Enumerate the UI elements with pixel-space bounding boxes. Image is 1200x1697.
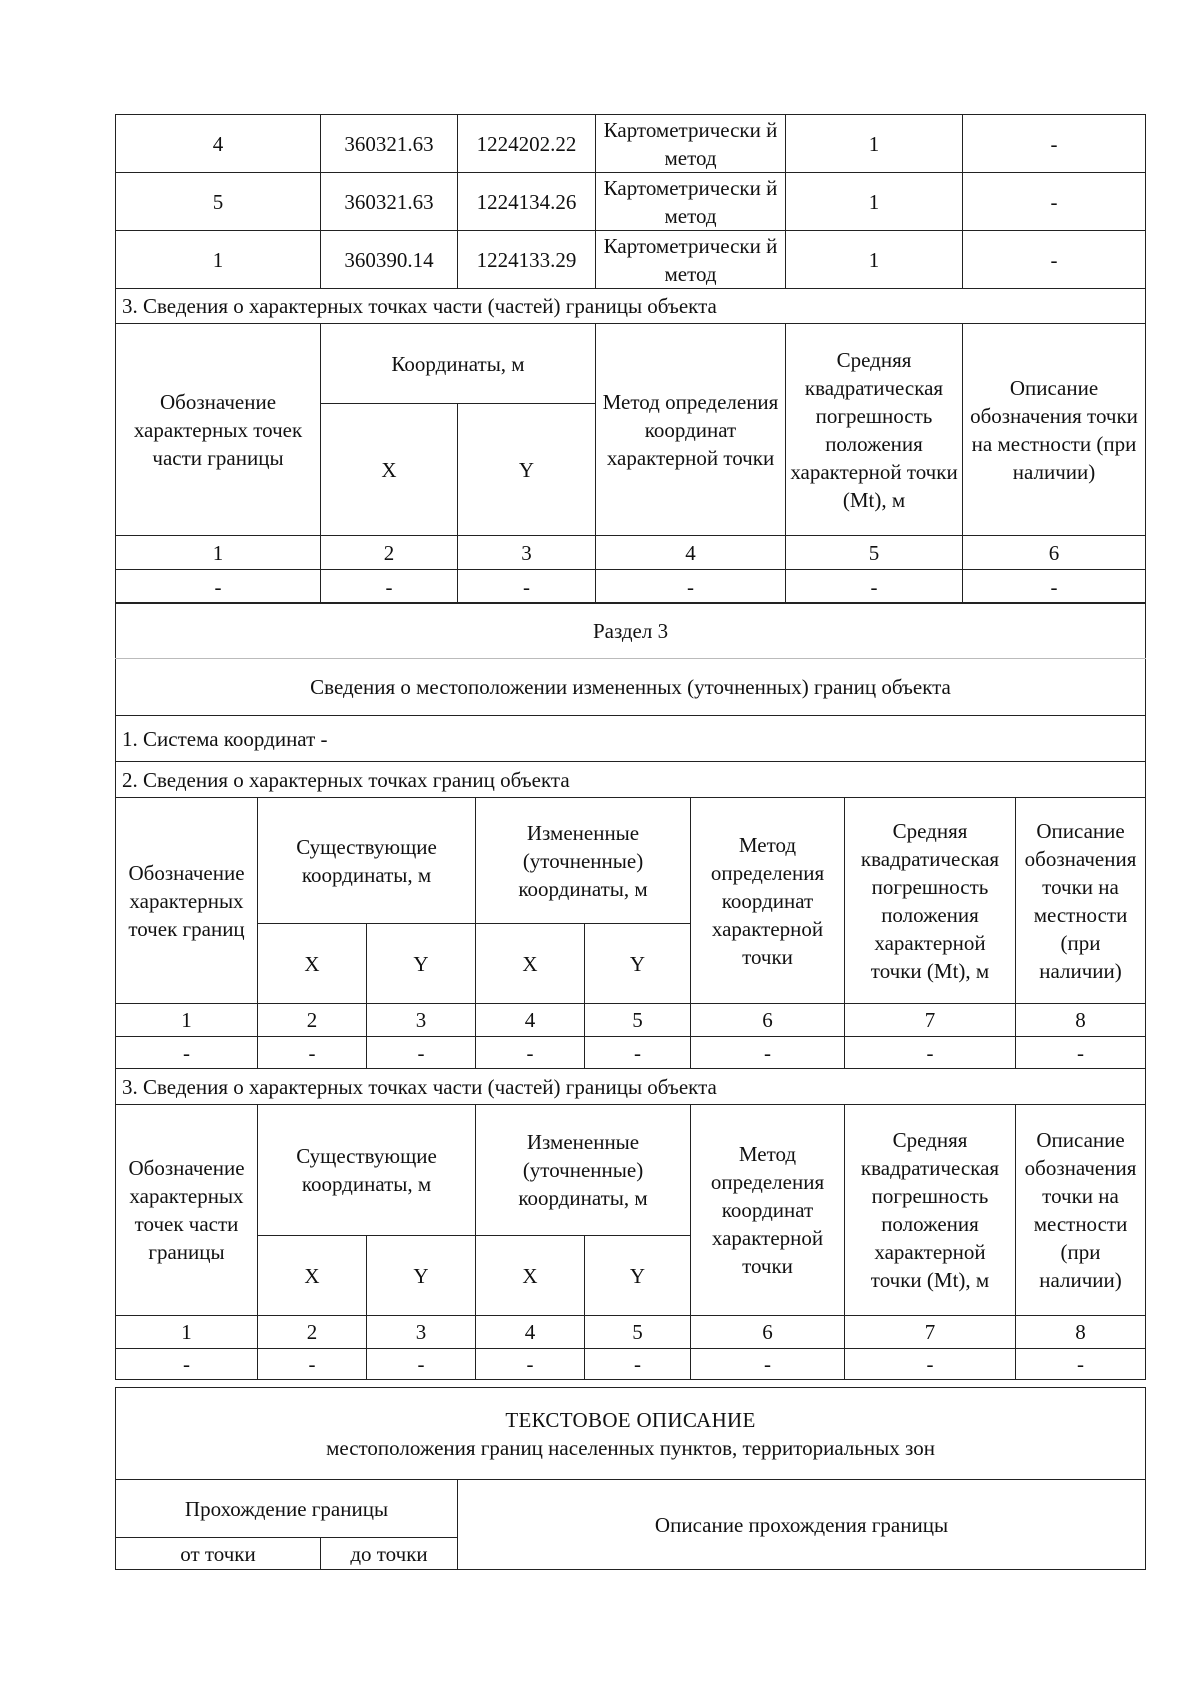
header-row — [116, 1105, 1146, 1236]
block-coordinates — [115, 114, 1145, 604]
column-number: 5 — [585, 1004, 691, 1037]
column-number: 8 — [1016, 1316, 1146, 1349]
table-row — [116, 570, 1146, 604]
header-method: Метод определения координат характерной точки — [691, 1105, 845, 1316]
column-numbers-row — [116, 1316, 1146, 1349]
section-heading-row — [116, 603, 1146, 659]
column-number: 5 — [585, 1316, 691, 1349]
header-coords: Координаты, м — [321, 324, 596, 404]
header-from-point: от точки — [116, 1538, 321, 1570]
column-number: 7 — [845, 1004, 1016, 1037]
empty-cell: - — [476, 1037, 585, 1069]
section-title-row — [116, 1069, 1146, 1105]
mt-value: 1 — [786, 231, 963, 289]
empty-cell: - — [845, 1349, 1016, 1380]
column-number: 3 — [367, 1004, 476, 1037]
header-existing: Существующие координаты, м — [258, 1105, 476, 1236]
header-to-point: до точки — [321, 1538, 458, 1570]
empty-cell: - — [1016, 1349, 1146, 1380]
text-description-title: ТЕКСТОВОЕ ОПИСАНИЕ — [505, 1407, 756, 1432]
header-mt: Средняя квадратическая погрешность положения характерной точки (Mt), м — [786, 324, 963, 536]
empty-cell: - — [1016, 1037, 1146, 1069]
header-passage: Прохождение границы — [116, 1480, 458, 1538]
empty-cell: - — [367, 1037, 476, 1069]
method: Картометрически й метод — [596, 173, 786, 231]
header-y: Y — [367, 1236, 476, 1316]
header-changed: Измененные (уточненные) координаты, м — [476, 798, 691, 924]
empty-cell: - — [321, 570, 458, 604]
column-number: 8 — [1016, 1004, 1146, 1037]
header-y: Y — [458, 404, 596, 536]
method: Картометрически й метод — [596, 115, 786, 173]
empty-cell: - — [786, 570, 963, 604]
header-method: Метод определения координат характерной точки — [596, 324, 786, 536]
table-row — [116, 231, 1146, 289]
column-number: 3 — [367, 1316, 476, 1349]
empty-cell: - — [458, 570, 596, 604]
column-number: 1 — [116, 1004, 258, 1037]
header-row — [116, 324, 1146, 404]
section-3-title: Раздел 3 — [116, 603, 1146, 659]
empty-cell: - — [258, 1037, 367, 1069]
header-mt: Средняя квадратическая погрешность положения характерной точки (Mt), м — [845, 1105, 1016, 1316]
header-designation-part: Обозначение характерных точек части границы — [116, 1105, 258, 1316]
section-title-row — [116, 716, 1146, 762]
column-number: 6 — [691, 1004, 845, 1037]
mt-value: 1 — [786, 115, 963, 173]
method: Картометрически й метод — [596, 231, 786, 289]
header-row — [116, 1480, 1146, 1538]
coord-x: 360390.14 — [321, 231, 458, 289]
table-row — [116, 1037, 1146, 1069]
empty-cell: - — [367, 1349, 476, 1380]
empty-cell: - — [116, 1349, 258, 1380]
section-title-row — [116, 762, 1146, 798]
empty-cell: - — [116, 570, 321, 604]
table-row — [116, 115, 1146, 173]
column-number: 4 — [476, 1004, 585, 1037]
header-changed: Измененные (уточненные) координаты, м — [476, 1105, 691, 1236]
section-title-row — [116, 289, 1146, 324]
header-row — [116, 798, 1146, 924]
header-desc: Описание обозначения точки на местности (при наличии) — [1016, 798, 1146, 1004]
header-designation: Обозначение характерных точек границ — [116, 798, 258, 1004]
empty-cell: - — [691, 1349, 845, 1380]
header-x: X — [258, 924, 367, 1004]
section-3-subtitle: Сведения о местоположении измененных (уточненных) границ объекта — [116, 659, 1146, 716]
column-numbers-row — [116, 536, 1146, 570]
empty-cell: - — [258, 1349, 367, 1380]
header-desc: Описание обозначения точки на местности (при наличии) — [1016, 1105, 1146, 1316]
header-x: X — [476, 924, 585, 1004]
header-x: X — [321, 404, 458, 536]
point-number: 5 — [116, 173, 321, 231]
header-designation: Обозначение характерных точек части границы — [116, 324, 321, 536]
coordinates-table — [115, 114, 1146, 604]
header-y: Y — [585, 1236, 691, 1316]
column-number: 2 — [258, 1316, 367, 1349]
header-y: Y — [585, 924, 691, 1004]
table-row — [116, 173, 1146, 231]
empty-cell: - — [845, 1037, 1016, 1069]
header-desc: Описание обозначения точки на местности (при наличии) — [963, 324, 1146, 536]
header-y: Y — [367, 924, 476, 1004]
point-number: 1 — [116, 231, 321, 289]
coord-y: 1224202.22 — [458, 115, 596, 173]
part-points-title: 3. Сведения о характерных точках части (частей) границы объекта — [116, 1069, 1146, 1105]
column-number: 3 — [458, 536, 596, 570]
section-heading-row — [116, 1388, 1146, 1480]
point-desc: - — [963, 173, 1146, 231]
empty-cell: - — [596, 570, 786, 604]
point-number: 4 — [116, 115, 321, 173]
column-number: 6 — [963, 536, 1146, 570]
column-number: 5 — [786, 536, 963, 570]
column-number: 2 — [258, 1004, 367, 1037]
column-number: 7 — [845, 1316, 1016, 1349]
table-row — [116, 1349, 1146, 1380]
block-section-3 — [115, 602, 1145, 1380]
header-mt: Средняя квадратическая погрешность положения характерной точки (Mt), м — [845, 798, 1016, 1004]
column-number: 4 — [476, 1316, 585, 1349]
part-section-title: 3. Сведения о характерных точках части (частей) границы объекта — [116, 289, 1146, 324]
coord-y: 1224134.26 — [458, 173, 596, 231]
empty-cell: - — [585, 1349, 691, 1380]
header-x: X — [476, 1236, 585, 1316]
column-number: 4 — [596, 536, 786, 570]
header-existing: Существующие координаты, м — [258, 798, 476, 924]
text-description-heading — [116, 1388, 1146, 1480]
empty-cell: - — [476, 1349, 585, 1380]
column-number: 6 — [691, 1316, 845, 1349]
column-number: 1 — [116, 1316, 258, 1349]
section-3-table — [115, 602, 1146, 1380]
coord-y: 1224133.29 — [458, 231, 596, 289]
points-title: 2. Сведения о характерных точках границ объекта — [116, 762, 1146, 798]
text-description-table — [115, 1387, 1146, 1570]
header-passage-description: Описание прохождения границы — [458, 1480, 1146, 1570]
empty-cell: - — [585, 1037, 691, 1069]
empty-cell: - — [963, 570, 1146, 604]
header-method: Метод определения координат характерной точки — [691, 798, 845, 1004]
text-description-subtitle: местоположения границ населенных пунктов, территориальных зон — [326, 1435, 935, 1460]
point-desc: - — [963, 231, 1146, 289]
coordinate-system: 1. Система координат - — [116, 716, 1146, 762]
coord-x: 360321.63 — [321, 115, 458, 173]
column-numbers-row — [116, 1004, 1146, 1037]
empty-cell: - — [116, 1037, 258, 1069]
point-desc: - — [963, 115, 1146, 173]
column-number: 1 — [116, 536, 321, 570]
empty-cell: - — [691, 1037, 845, 1069]
header-x: X — [258, 1236, 367, 1316]
block-text-description — [115, 1387, 1145, 1570]
coord-x: 360321.63 — [321, 173, 458, 231]
mt-value: 1 — [786, 173, 963, 231]
section-heading-row — [116, 659, 1146, 716]
column-number: 2 — [321, 536, 458, 570]
